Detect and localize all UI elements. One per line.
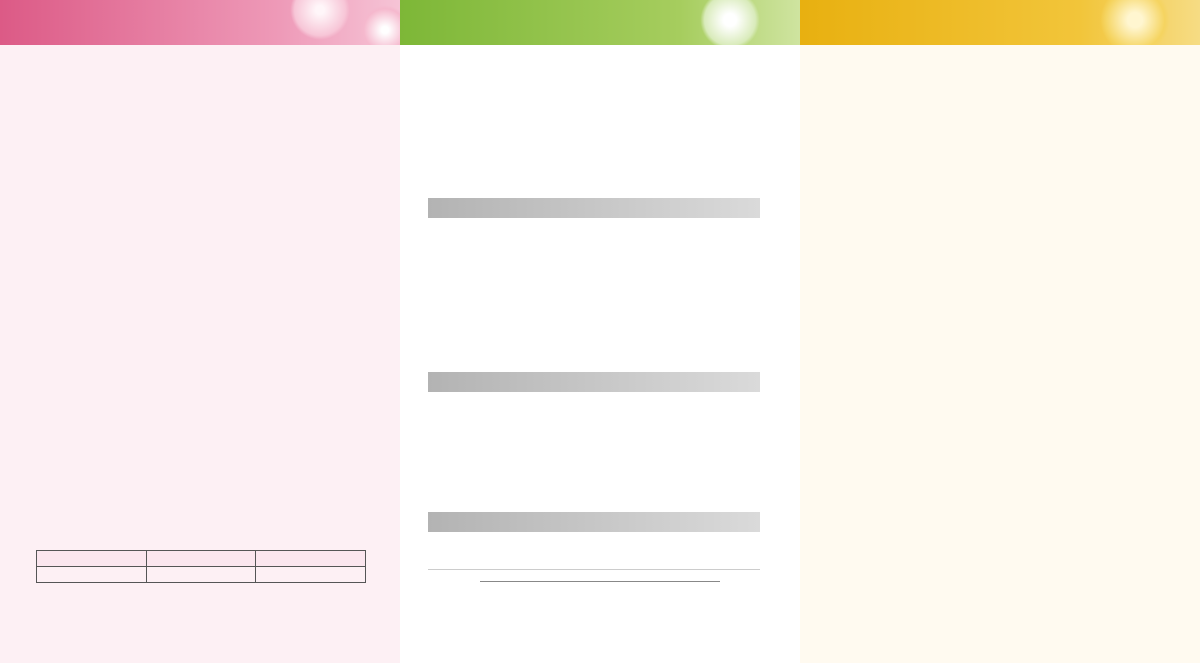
panel-header: [0, 0, 400, 45]
offering-info: [460, 578, 740, 599]
wednesday-service: [428, 394, 760, 412]
dawn-service: [428, 534, 760, 570]
section-dawn: [428, 512, 760, 532]
panel-praise-worship: [400, 0, 800, 663]
next-prayer-table: [36, 550, 366, 583]
flower-decoration: [360, 5, 400, 45]
service-times: [28, 60, 373, 90]
service-time-row: [428, 534, 760, 552]
col-header: [256, 551, 366, 567]
col-header: [37, 551, 147, 567]
foreign-service: [428, 220, 760, 238]
panel-header: [400, 0, 800, 45]
service-time-row: [428, 58, 760, 76]
panel-mission-org: [800, 0, 1200, 663]
cell: [256, 567, 366, 583]
leaf-decoration: [1100, 0, 1170, 45]
flower-decoration: [290, 0, 350, 40]
cell: [37, 567, 147, 583]
leaf-decoration: [700, 0, 760, 45]
service-time-row: [428, 394, 760, 412]
section-wednesday: [428, 372, 760, 392]
sunday-afternoon-service: [428, 58, 760, 76]
service-time-row: [428, 220, 760, 238]
next-week-prayer: [36, 546, 366, 583]
service-row: [428, 552, 760, 570]
col-header: [146, 551, 256, 567]
section-foreign: [428, 198, 760, 218]
cell: [146, 567, 256, 583]
panel-header: [800, 0, 1200, 45]
panel-sunday-worship: [0, 0, 400, 663]
